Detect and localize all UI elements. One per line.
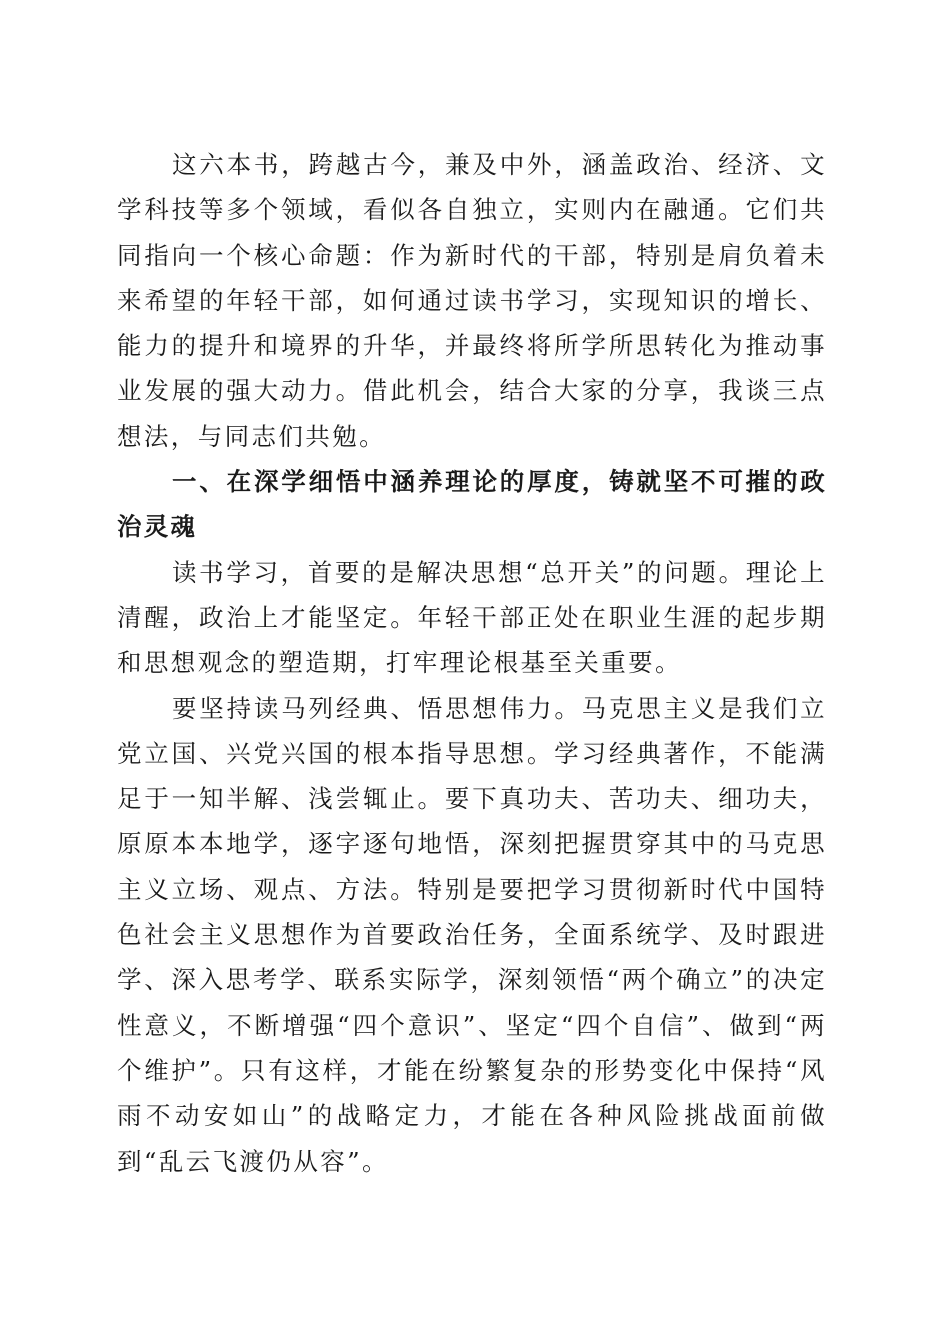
body-paragraph: 读书学习，首要的是解决思想“总开关”的问题。理论上清醒，政治上才能坚定。年轻干部正处在职业生涯的起步期和思想观念的塑造期，打牢理论根基至关重要。 (117, 557, 827, 678)
section-heading: 一、在深学细悟中涵养理论的厚度，铸就坚不可摧的政治灵魂 (117, 467, 827, 542)
body-paragraph: 这六本书，跨越古今，兼及中外，涵盖政治、经济、文学科技等多个领域，看似各自独立，实则内在融通。它们共同指向一个核心命题：作为新时代的干部，特别是肩负着未来希望的年轻干部，如何通过读书学习，实现知识的增长、能力的提升和境界的升华，并最终将所学所思转化为推动事业发展的强大动力。借此机会，结合大家的分享，我谈三点想法，与同志们共勉。 (117, 150, 827, 451)
body-paragraph: 要坚持读马列经典、悟思想伟力。马克思主义是我们立党立国、兴党兴国的根本指导思想。学习经典著作，不能满足于一知半解、浅尝辄止。要下真功夫、苦功夫、细功夫，原原本本地学，逐字逐句地悟，深刻把握贯穿其中的马克思主义立场、观点、方法。特别是要把学习贯彻新时代中国特色社会主义思想作为首要政治任务，全面系统学、及时跟进学、深入思考学、联系实际学，深刻领悟“两个确立”的决定性意义，不断增强“四个意识”、坚定“四个自信”、做到“两个维护”。只有这样，才能在纷繁复杂的形势变化中保持“风雨不动安如山”的战略定力，才能在各种风险挑战面前做到“乱云飞渡仍从容”。 (117, 693, 827, 1176)
document-body (117, 142, 827, 1184)
